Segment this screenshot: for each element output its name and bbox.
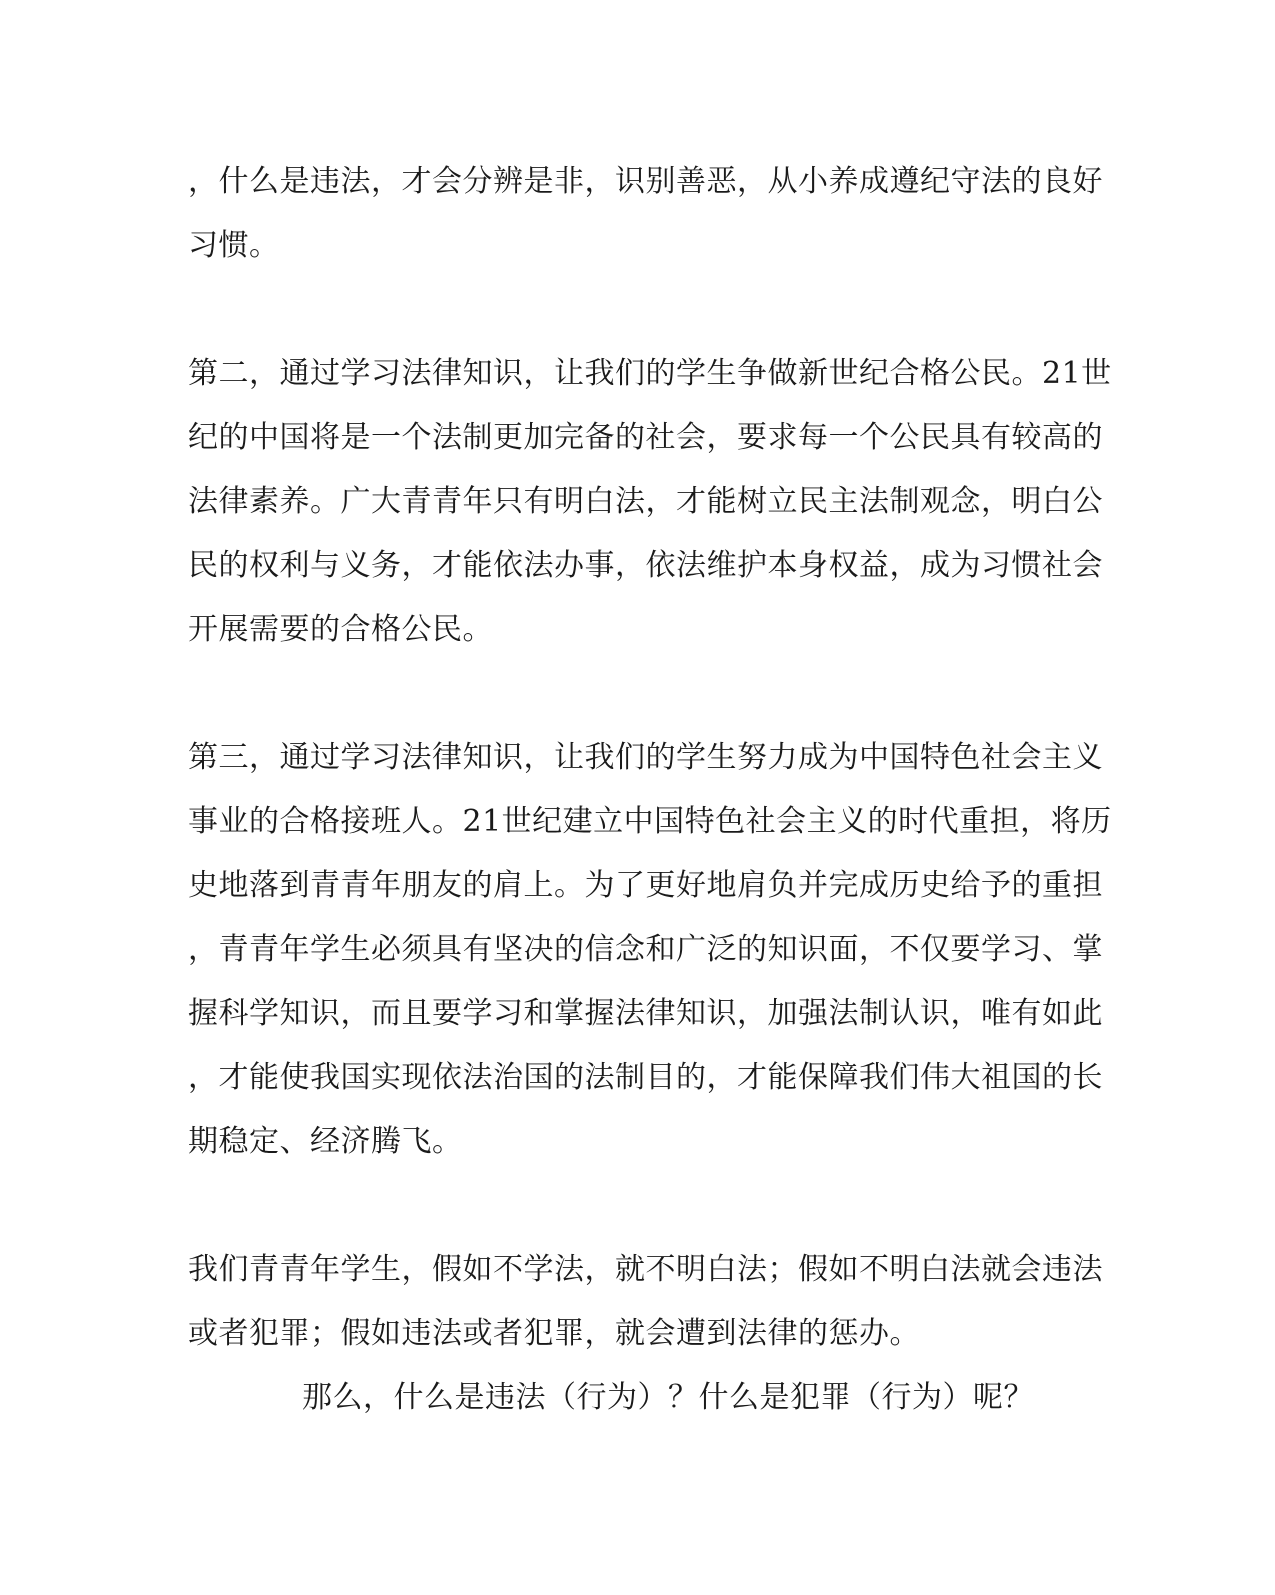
paragraph-3-line-6: ，才能使我国实现依法治国的法制目的，才能保障我们伟大祖国的长 [188, 1060, 1103, 1095]
paragraph-2-line-5: 开展需要的合格公民。 [188, 612, 493, 647]
paragraph-1-line-2: 习惯。 [188, 228, 280, 263]
paragraph-2-line-2: 纪的中国将是一个法制更加完备的社会，要求每一个公民具有较高的 [188, 420, 1103, 455]
paragraph-2-line-1: 第二，通过学习法律知识，让我们的学生争做新世纪合格公民。21世 [188, 356, 1112, 391]
paragraph-4-line-1: 我们青青年学生，假如不学法，就不明白法；假如不明白法就会违法 [188, 1252, 1103, 1287]
paragraph-3-line-1: 第三，通过学习法律知识，让我们的学生努力成为中国特色社会主义 [188, 740, 1103, 775]
question-line: 那么，什么是违法（行为）？什么是犯罪（行为）呢？ [302, 1380, 1034, 1415]
paragraph-2-line-3: 法律素养。广大青青年只有明白法，才能树立民主法制观念，明白公 [188, 484, 1103, 519]
paragraph-3-line-3: 史地落到青青年朋友的肩上。为了更好地肩负并完成历史给予的重担 [188, 868, 1103, 903]
paragraph-3-line-5: 握科学知识，而且要学习和掌握法律知识，加强法制认识，唯有如此 [188, 996, 1103, 1031]
paragraph-1-line-1: ，什么是违法，才会分辨是非，识别善恶，从小养成遵纪守法的良好 [188, 164, 1103, 199]
paragraph-2-line-4: 民的权利与义务，才能依法办事，依法维护本身权益，成为习惯社会 [188, 548, 1103, 583]
paragraph-4-line-2: 或者犯罪；假如违法或者犯罪，就会遭到法律的惩办。 [188, 1316, 920, 1351]
paragraph-3-line-7: 期稳定、经济腾飞。 [188, 1124, 463, 1159]
paragraph-3-line-4: ，青青年学生必须具有坚决的信念和广泛的知识面，不仅要学习、掌 [188, 932, 1103, 967]
paragraph-3-line-2: 事业的合格接班人。21世纪建立中国特色社会主义的时代重担，将历 [188, 804, 1112, 839]
